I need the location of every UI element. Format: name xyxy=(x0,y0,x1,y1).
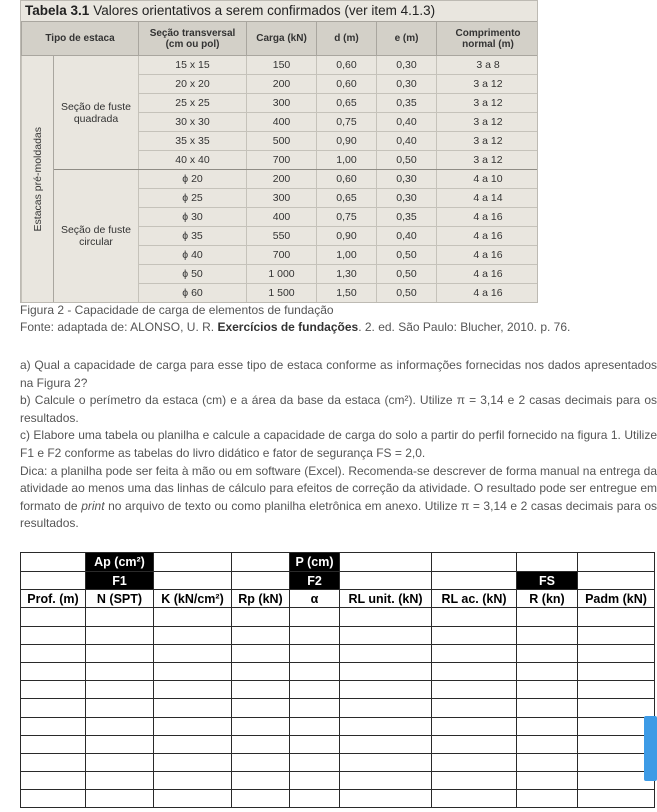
sheet-header: α xyxy=(290,590,340,608)
cell-secao: ϕ 50 xyxy=(139,265,247,284)
sheet-cell[interactable] xyxy=(340,717,432,735)
cell-d: 1,00 xyxy=(317,246,377,265)
cell-comp: 4 a 14 xyxy=(437,189,538,208)
sheet-cell[interactable] xyxy=(578,662,655,680)
cell-secao: ϕ 20 xyxy=(139,170,247,189)
sheet-cell[interactable] xyxy=(232,790,290,808)
question-b: b) Calcule o perímetro da estaca (cm) e a área da base da estaca (cm²). Utilize π = 3,14 e 2 casas decimais para os resultados. xyxy=(20,393,657,425)
sheet-cell[interactable] xyxy=(232,608,290,626)
sheet-cell[interactable] xyxy=(21,608,86,626)
cell-carga: 300 xyxy=(247,189,317,208)
cell-e: 0,30 xyxy=(377,170,437,189)
sheet-cell[interactable] xyxy=(517,772,578,790)
sheet-cell[interactable] xyxy=(432,753,517,771)
sheet-cell[interactable] xyxy=(432,681,517,699)
sheet-header: RL ac. (kN) xyxy=(432,590,517,608)
figure-source: Fonte: adaptada de: ALONSO, U. R. Exercícios de fundações. 2. ed. São Paulo: Blucher, 2010. p. 76. xyxy=(20,320,571,334)
cell-comp: 3 a 12 xyxy=(437,113,538,132)
sheet-cell[interactable] xyxy=(432,735,517,753)
f2-label: F2 xyxy=(290,572,340,590)
sheet-cell[interactable] xyxy=(154,772,232,790)
cell-secao: ϕ 60 xyxy=(139,284,247,303)
sheet-cell[interactable] xyxy=(21,753,86,771)
cell-secao: 40 x 40 xyxy=(139,151,247,170)
header-d: d (m) xyxy=(317,22,377,56)
sheet-cell[interactable] xyxy=(154,699,232,717)
assignment-text xyxy=(20,357,657,533)
sheet-cell[interactable] xyxy=(290,753,340,771)
header-e: e (m) xyxy=(377,22,437,56)
cell-d: 0,90 xyxy=(317,132,377,151)
sheet-cell[interactable] xyxy=(290,699,340,717)
sheet-cell[interactable] xyxy=(232,735,290,753)
sheet-header: N (SPT) xyxy=(86,590,154,608)
sheet-row xyxy=(21,662,655,680)
cell-e: 0,30 xyxy=(377,189,437,208)
sheet-cell[interactable] xyxy=(578,735,655,753)
cell-e: 0,35 xyxy=(377,208,437,227)
sheet-cell[interactable] xyxy=(578,717,655,735)
hint-paragraph: Dica: a planilha pode ser feita à mão ou em software (Excel). Recomenda-se descrever de forma manual na entrega da atividade ao menos uma das linhas de cálculo para efeitos de correção da atividade. O resultado pode ser entregue em formato de print no arquivo de texto ou como planilha eletrônica em anexo. Utilize π = 3,14 e 2 casas decimais para os resultados. xyxy=(20,463,657,531)
cell-comp: 4 a 16 xyxy=(437,265,538,284)
sheet-cell[interactable] xyxy=(578,772,655,790)
sheet-row xyxy=(21,717,655,735)
sheet-cell[interactable] xyxy=(232,717,290,735)
cell-e: 0,50 xyxy=(377,265,437,284)
header-comprimento: Comprimento normal (m) xyxy=(437,22,538,56)
table-image xyxy=(20,0,538,303)
cell-carga: 700 xyxy=(247,151,317,170)
ap-value-cell[interactable] xyxy=(154,553,232,572)
cell-d: 1,00 xyxy=(317,151,377,170)
p-value-cell[interactable] xyxy=(340,553,432,572)
sheet-cell[interactable] xyxy=(21,644,86,662)
sheet-cell[interactable] xyxy=(517,626,578,644)
sheet-cell[interactable] xyxy=(290,717,340,735)
table-title-text: Valores orientativos a serem confirmados (ver item 4.1.3) xyxy=(93,3,436,18)
cell-d: 0,60 xyxy=(317,170,377,189)
cell-e: 0,50 xyxy=(377,151,437,170)
sheet-cell[interactable] xyxy=(432,717,517,735)
cell-e: 0,40 xyxy=(377,227,437,246)
sheet-row xyxy=(21,608,655,626)
group-circular: Seção de fuste circular xyxy=(54,170,139,303)
cell-carga: 150 xyxy=(247,56,317,75)
sheet-cell[interactable] xyxy=(340,681,432,699)
sheet-cell[interactable] xyxy=(86,626,154,644)
sheet-cell[interactable] xyxy=(517,662,578,680)
cell-d: 0,75 xyxy=(317,113,377,132)
header-secao: Seção transversal (cm ou pol) xyxy=(139,22,247,56)
sheet-row xyxy=(21,699,655,717)
sheet-cell[interactable] xyxy=(21,735,86,753)
sheet-cell[interactable] xyxy=(86,790,154,808)
sheet-cell[interactable] xyxy=(86,772,154,790)
question-a: a) Qual a capacidade de carga para esse tipo de estaca conforme as informações fornecidas nos dados apresentados na Figura 2? xyxy=(20,358,657,390)
cell-comp: 4 a 16 xyxy=(437,208,538,227)
header-tipo: Tipo de estaca xyxy=(22,22,139,56)
sheet-cell[interactable] xyxy=(578,699,655,717)
cell-carga: 200 xyxy=(247,75,317,94)
sheet-cell[interactable] xyxy=(290,735,340,753)
pile-values-table xyxy=(21,21,538,303)
cell-e: 0,50 xyxy=(377,246,437,265)
sheet-cell[interactable] xyxy=(154,681,232,699)
cell-comp: 3 a 12 xyxy=(437,94,538,113)
sheet-cell[interactable] xyxy=(340,662,432,680)
sheet-row xyxy=(21,681,655,699)
table-row xyxy=(22,56,539,75)
table-title xyxy=(25,3,435,18)
cell-secao: ϕ 25 xyxy=(139,189,247,208)
sheet-cell[interactable] xyxy=(340,735,432,753)
cell-secao: ϕ 40 xyxy=(139,246,247,265)
cell-d: 1,50 xyxy=(317,284,377,303)
sheet-cell[interactable] xyxy=(340,626,432,644)
sheet-cell[interactable] xyxy=(517,717,578,735)
cell-comp: 3 a 12 xyxy=(437,75,538,94)
figure-caption: Figura 2 - Capacidade de carga de elementos de fundação xyxy=(20,303,334,317)
cell-e: 0,35 xyxy=(377,94,437,113)
sheet-cell[interactable] xyxy=(432,699,517,717)
sheet-cell[interactable] xyxy=(154,790,232,808)
cell-carga: 500 xyxy=(247,132,317,151)
sheet-cell[interactable] xyxy=(86,608,154,626)
cell-secao: ϕ 35 xyxy=(139,227,247,246)
sheet-cell[interactable] xyxy=(21,662,86,680)
cell-e: 0,30 xyxy=(377,75,437,94)
sheet-cell[interactable] xyxy=(517,644,578,662)
vertical-label-cell xyxy=(22,56,54,303)
group-square: Seção de fuste quadrada xyxy=(54,56,139,170)
sheet-cell[interactable] xyxy=(21,717,86,735)
scrollbar-thumb[interactable] xyxy=(644,716,657,781)
cell-carga: 1 000 xyxy=(247,265,317,284)
sheet-cell[interactable] xyxy=(432,772,517,790)
sheet-cell[interactable] xyxy=(86,753,154,771)
sheet-cell[interactable] xyxy=(232,772,290,790)
sheet-cell[interactable] xyxy=(340,644,432,662)
cell-d: 0,60 xyxy=(317,75,377,94)
sheet-header: Rp (kN) xyxy=(232,590,290,608)
sheet-cell[interactable] xyxy=(290,644,340,662)
table-row xyxy=(22,170,539,189)
sheet-cell[interactable] xyxy=(432,790,517,808)
sheet-cell[interactable] xyxy=(86,681,154,699)
cell-d: 0,60 xyxy=(317,56,377,75)
sheet-cell[interactable] xyxy=(432,662,517,680)
sheet-cell[interactable] xyxy=(340,699,432,717)
sheet-cell[interactable] xyxy=(432,626,517,644)
cell-carga: 1 500 xyxy=(247,284,317,303)
sheet-cell[interactable] xyxy=(340,772,432,790)
sheet-cell[interactable] xyxy=(21,772,86,790)
sheet-cell[interactable] xyxy=(517,608,578,626)
sheet-cell[interactable] xyxy=(21,790,86,808)
sheet-cell[interactable] xyxy=(290,662,340,680)
cell-e: 0,30 xyxy=(377,56,437,75)
source-book-title: Exercícios de fundações xyxy=(217,320,359,334)
sheet-header: Padm (kN) xyxy=(578,590,655,608)
sheet-cell[interactable] xyxy=(154,735,232,753)
calculation-sheet xyxy=(20,552,655,808)
sheet-cell[interactable] xyxy=(578,644,655,662)
sheet-cell[interactable] xyxy=(154,753,232,771)
sheet-cell[interactable] xyxy=(517,790,578,808)
sheet-cell[interactable] xyxy=(517,681,578,699)
cell-d: 0,65 xyxy=(317,189,377,208)
sheet-cell[interactable] xyxy=(232,699,290,717)
sheet-cell[interactable] xyxy=(578,681,655,699)
sheet-header: R (kn) xyxy=(517,590,578,608)
sheet-cell[interactable] xyxy=(86,662,154,680)
sheet-cell[interactable] xyxy=(154,626,232,644)
sheet-cell[interactable] xyxy=(154,608,232,626)
ap-label: Ap (cm²) xyxy=(86,553,154,572)
sheet-cell[interactable] xyxy=(290,681,340,699)
cell-secao: 25 x 25 xyxy=(139,94,247,113)
cell-secao: 20 x 20 xyxy=(139,75,247,94)
sheet-cell[interactable] xyxy=(290,626,340,644)
sheet-cell[interactable] xyxy=(154,717,232,735)
sheet-row xyxy=(21,735,655,753)
sheet-cell[interactable] xyxy=(21,681,86,699)
sheet-header: Prof. (m) xyxy=(21,590,86,608)
sheet-row xyxy=(21,790,655,808)
sheet-cell[interactable] xyxy=(86,735,154,753)
sheet-cell[interactable] xyxy=(86,699,154,717)
cell-carga: 300 xyxy=(247,94,317,113)
cell-d: 0,90 xyxy=(317,227,377,246)
sheet-cell[interactable] xyxy=(232,681,290,699)
f2-value-cell[interactable] xyxy=(340,572,432,590)
sheet-cell[interactable] xyxy=(432,644,517,662)
vertical-label: Estacas pré-moldadas xyxy=(31,126,44,232)
sheet-cell[interactable] xyxy=(232,753,290,771)
sheet-cell[interactable] xyxy=(578,608,655,626)
sheet-cell[interactable] xyxy=(517,735,578,753)
sheet-cell[interactable] xyxy=(517,753,578,771)
sheet-cell[interactable] xyxy=(432,608,517,626)
cell-secao: 35 x 35 xyxy=(139,132,247,151)
cell-e: 0,50 xyxy=(377,284,437,303)
sheet-cell[interactable] xyxy=(578,626,655,644)
cell-comp: 3 a 8 xyxy=(437,56,538,75)
sheet-cell[interactable] xyxy=(86,717,154,735)
cell-comp: 4 a 10 xyxy=(437,170,538,189)
cell-carga: 400 xyxy=(247,208,317,227)
sheet-row xyxy=(21,626,655,644)
table-number: Tabela 3.1 xyxy=(25,3,90,18)
cell-comp: 4 a 16 xyxy=(437,284,538,303)
f1-label: F1 xyxy=(86,572,154,590)
sheet-header: RL unit. (kN) xyxy=(340,590,432,608)
cell-carga: 400 xyxy=(247,113,317,132)
f1-value-cell[interactable] xyxy=(154,572,232,590)
sheet-cell[interactable] xyxy=(290,790,340,808)
cell-secao: ϕ 30 xyxy=(139,208,247,227)
cell-e: 0,40 xyxy=(377,132,437,151)
sheet-cell[interactable] xyxy=(578,790,655,808)
sheet-cell[interactable] xyxy=(340,753,432,771)
cell-d: 0,65 xyxy=(317,94,377,113)
fs-label: FS xyxy=(517,572,578,590)
sheet-cell[interactable] xyxy=(154,644,232,662)
sheet-cell[interactable] xyxy=(340,790,432,808)
sheet-cell[interactable] xyxy=(517,699,578,717)
sheet-header: K (kN/cm²) xyxy=(154,590,232,608)
sheet-cell[interactable] xyxy=(21,626,86,644)
cell-carga: 550 xyxy=(247,227,317,246)
cell-comp: 4 a 16 xyxy=(437,227,538,246)
sheet-cell[interactable] xyxy=(21,699,86,717)
cell-secao: 30 x 30 xyxy=(139,113,247,132)
question-c: c) Elabore uma tabela ou planilha e calcule a capacidade de carga do solo a partir do perfil fornecido na figura 1. Utilize F1 e F2 conforme as tabelas do livro didático e fator de segurança FS = 2,0. xyxy=(20,428,657,460)
cell-comp: 3 a 12 xyxy=(437,132,538,151)
fs-value-cell[interactable] xyxy=(578,572,655,590)
sheet-cell[interactable] xyxy=(154,662,232,680)
sheet-cell[interactable] xyxy=(232,662,290,680)
cell-comp: 3 a 12 xyxy=(437,151,538,170)
sheet-cell[interactable] xyxy=(232,626,290,644)
sheet-cell[interactable] xyxy=(86,644,154,662)
cell-d: 0,75 xyxy=(317,208,377,227)
p-label: P (cm) xyxy=(290,553,340,572)
sheet-cell[interactable] xyxy=(290,608,340,626)
sheet-cell[interactable] xyxy=(290,772,340,790)
cell-d: 1,30 xyxy=(317,265,377,284)
cell-e: 0,40 xyxy=(377,113,437,132)
sheet-cell[interactable] xyxy=(232,644,290,662)
cell-comp: 4 a 16 xyxy=(437,246,538,265)
sheet-row xyxy=(21,772,655,790)
cell-carga: 200 xyxy=(247,170,317,189)
sheet-row xyxy=(21,644,655,662)
cell-carga: 700 xyxy=(247,246,317,265)
sheet-cell[interactable] xyxy=(340,608,432,626)
sheet-row xyxy=(21,753,655,771)
cell-secao: 15 x 15 xyxy=(139,56,247,75)
sheet-cell[interactable] xyxy=(578,753,655,771)
header-carga: Carga (kN) xyxy=(247,22,317,56)
